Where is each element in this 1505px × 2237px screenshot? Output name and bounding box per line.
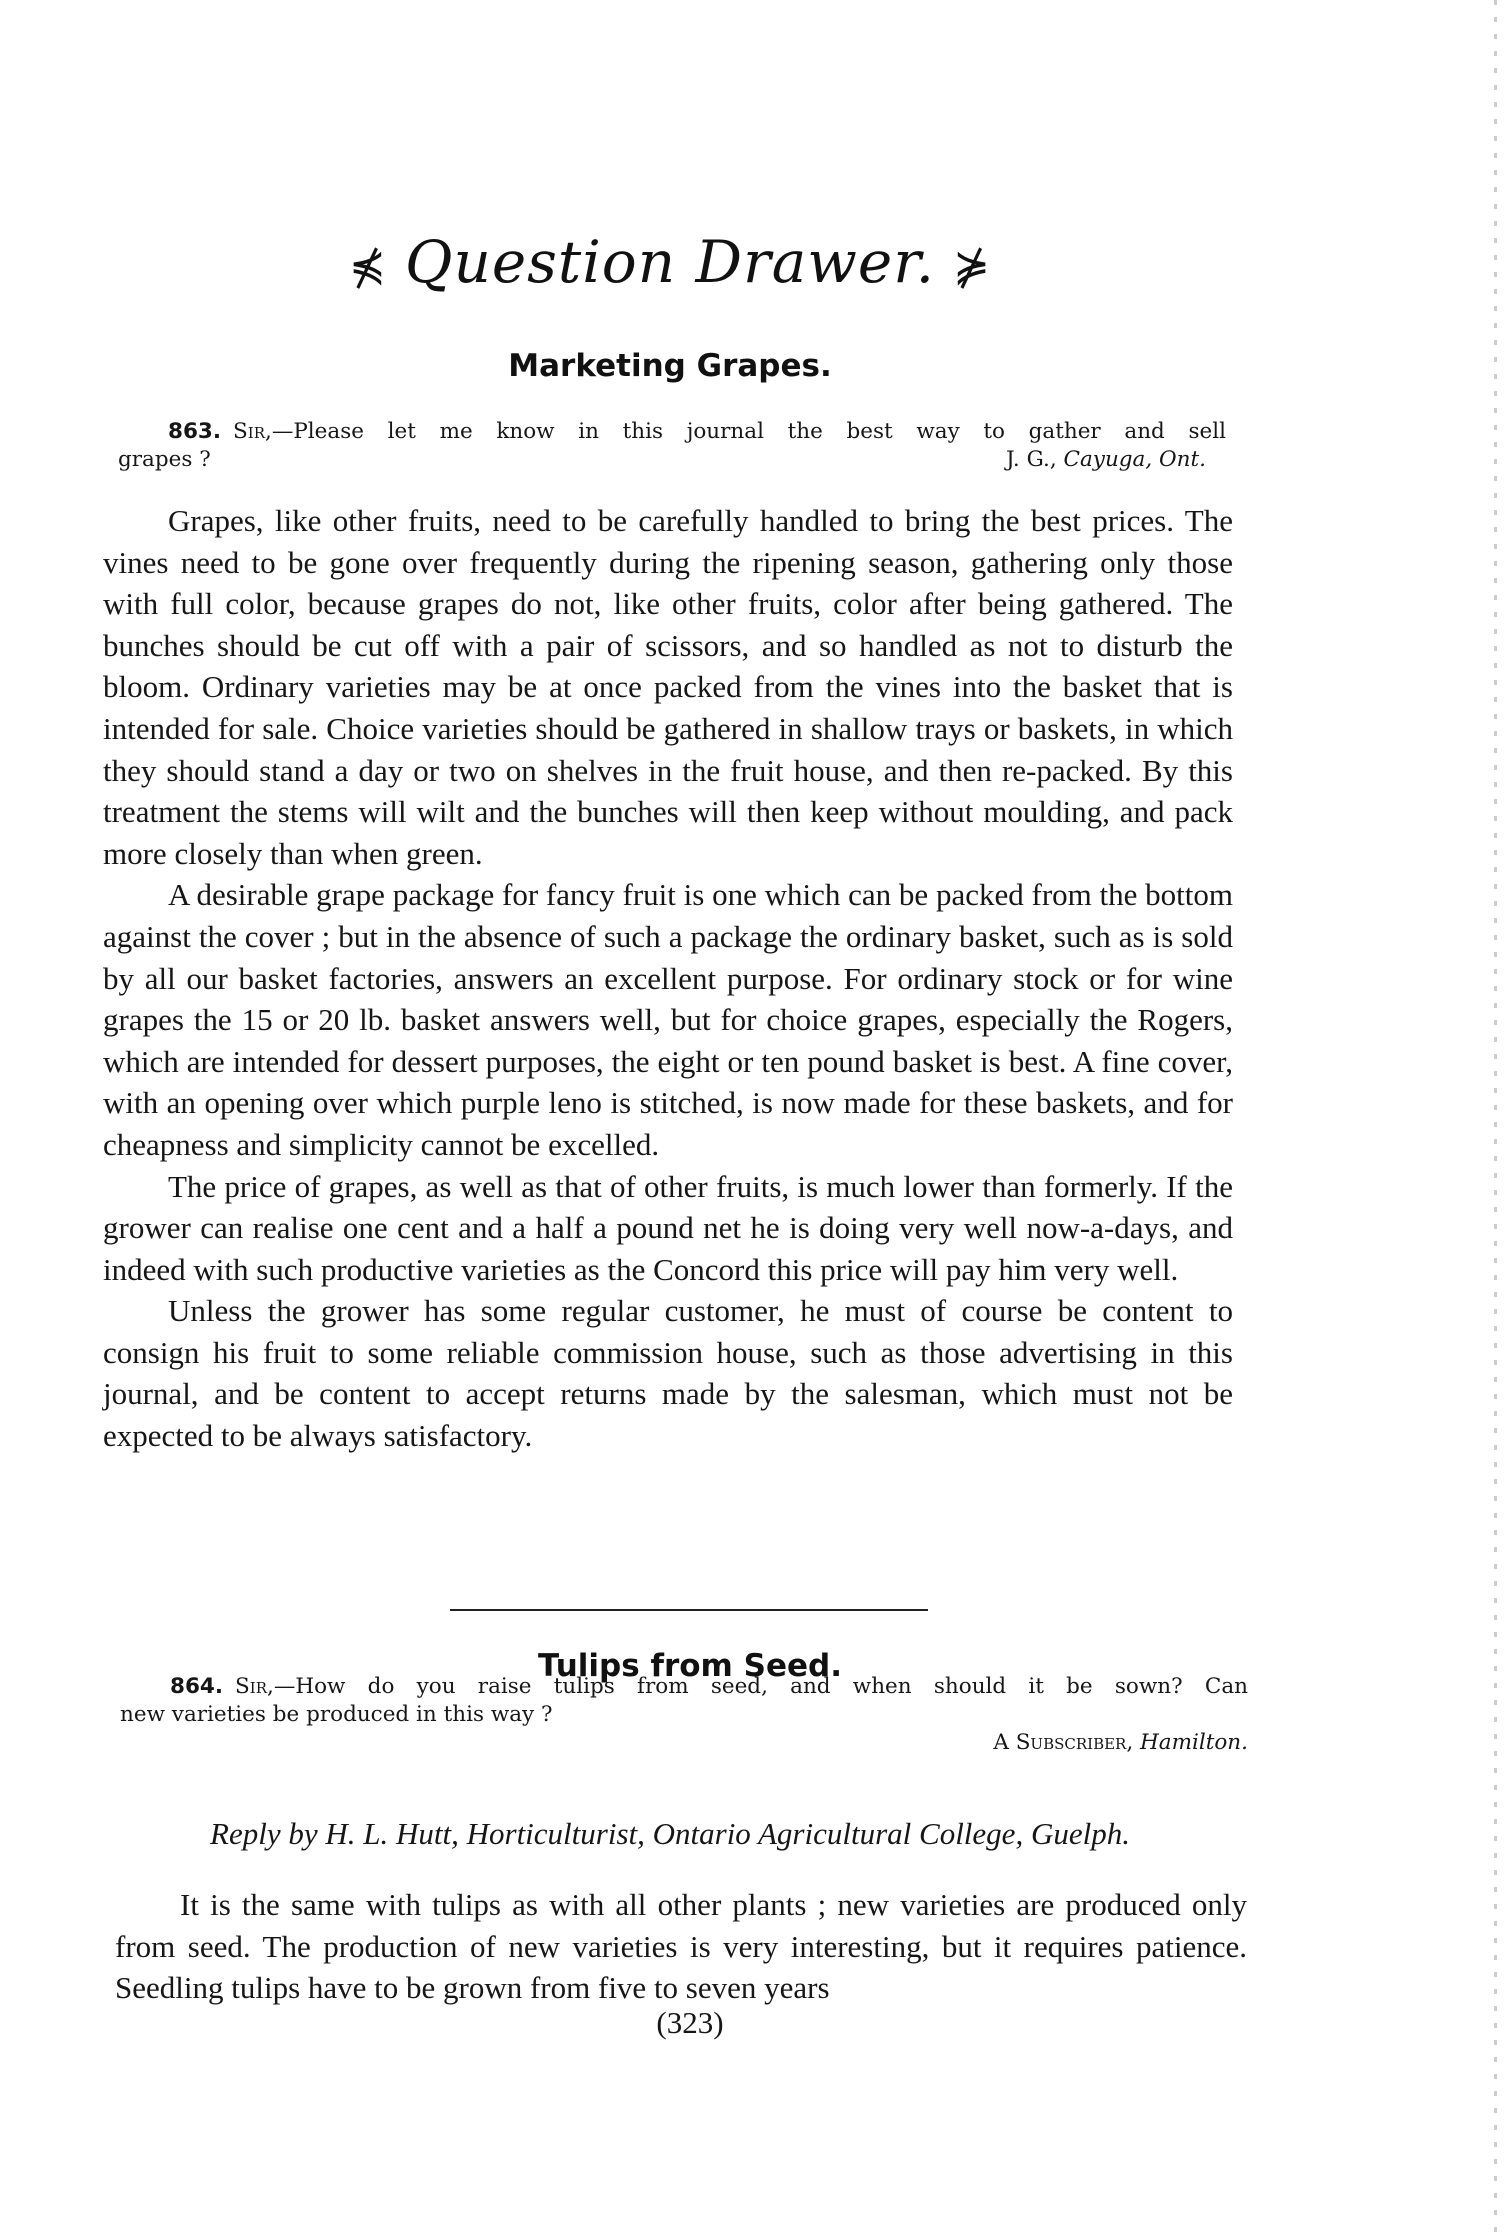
- paragraph: A desirable grape package for fancy fruit is one which can be packed from the bottom against the cover ; but in the absence of such a package the ordinary basket, such as is sold by all our basket factories, answers an excellent purpose. For ordinary stock or for wine grapes the 15 or 20 lb. basket answers well, but for choice grapes, especially the Rogers, which are intended for dessert purposes, the eight or ten pound basket is best. A fine cover, with an opening over which purple leno is stitched, is now made for these baskets, and for cheapness and simplicity cannot be excelled.: [103, 877, 1233, 1162]
- paragraph: Unless the grower has some regular customer, he must of course be content to consign his fruit to some reliable commission house, such as those advertising in this journal, and be content to accept returns made by the salesman, which must not be expected to be always satisfactory.: [103, 1293, 1233, 1454]
- answer-863: [103, 500, 1233, 1457]
- question-863: [118, 418, 1226, 474]
- question-number: 864.: [170, 1674, 224, 1699]
- signature-name: A Subscriber,: [993, 1730, 1134, 1755]
- signature-name: J. G.,: [1005, 447, 1057, 472]
- question-text-line-1: —Please let me know in this journal the best way to gather and sell: [271, 419, 1226, 444]
- question-salutation: Sir,: [233, 419, 272, 444]
- question-line-2: [118, 446, 1226, 474]
- paragraph: Grapes, like other fruits, need to be carefully handled to bring the best prices. The vines need to be gone over frequently during the ripening season, gathering only those with full color, because grapes do not, like other fruits, color after being gathered. The bunches should be cut off with a pair of scissors, and so handled as not to disturb the bloom. Ordinary varieties may be at once packed from the vines into the basket that is intended for sale. Choice varieties should be gathered in shallow trays or baskets, in which they should stand a day or two on shelves in the fruit house, and then re-packed. By this treatment the stems will wilt and the bunches will then keep without moulding, and pack more closely than when green.: [103, 503, 1233, 871]
- paragraph: It is the same with tulips as with all other plants ; new varieties are produced only from seed. The production of new varieties is very interesting, but it requires patience. Seedling tulips have to be grown from five to seven years: [115, 1887, 1247, 2006]
- signature-place: Hamilton.: [1140, 1730, 1248, 1755]
- question-number: 863.: [168, 419, 222, 444]
- question-signature: [120, 1729, 1248, 1757]
- reply-attribution: Reply by H. L. Hutt, Horticulturist, Ontario Agricultural College, Guelph.: [210, 1816, 1130, 1851]
- section-header: [0, 228, 1340, 296]
- page-number: (323): [656, 2005, 724, 2040]
- question-864: [120, 1673, 1248, 1757]
- question-line-1: [120, 1673, 1248, 1701]
- answer-864: [115, 1884, 1247, 2009]
- article-heading-tulips: Tulips from Seed.: [537, 1648, 842, 1684]
- scan-edge-marks: [1494, 0, 1497, 2237]
- article-heading-marketing-grapes: Marketing Grapes.: [508, 348, 832, 384]
- paragraph: The price of grapes, as well as that of other fruits, is much lower than formerly. If the grower can realise one cent and a half a pound net he is doing very well now-a-days, and indeed with such productive varieties as the Concord this price will pay him very well.: [103, 1168, 1233, 1287]
- question-text-line-2: grapes ?: [118, 447, 211, 472]
- question-text-line-1: —How do you raise tulips from seed, and when should it be sown? Can: [273, 1674, 1248, 1699]
- question-salutation: Sir,: [235, 1674, 274, 1699]
- ornament-left-icon: ⋠: [349, 241, 387, 293]
- question-signature: [1006, 446, 1226, 474]
- ornament-right-icon: ⋡: [953, 241, 991, 293]
- question-line-1: [118, 418, 1226, 446]
- section-divider: [450, 1609, 928, 1611]
- question-text-line-2: new varieties be produced in this way ?: [120, 1702, 553, 1727]
- section-header-title: Question Drawer.: [404, 228, 936, 296]
- signature-place: Cayuga, Ont.: [1063, 447, 1206, 472]
